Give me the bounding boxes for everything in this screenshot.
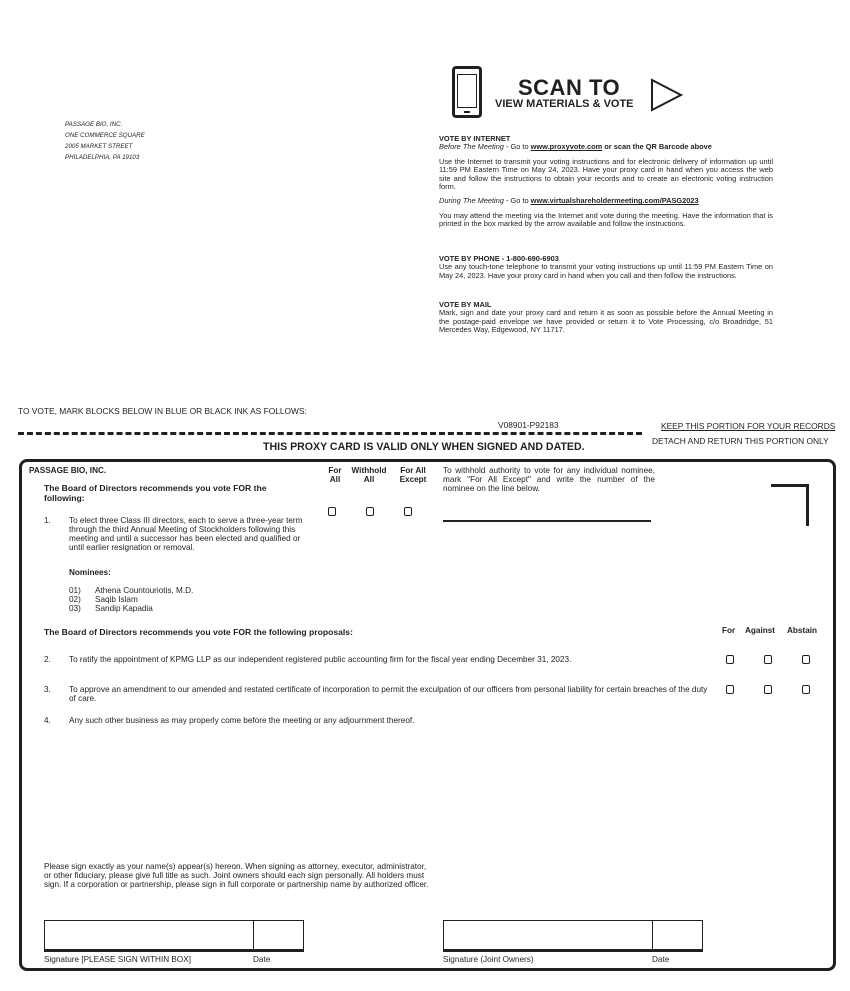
marking-instructions: TO VOTE, MARK BLOCKS BELOW IN BLUE OR BLACK INK AS FOLLOWS: [18,406,307,416]
nominee-name: Saqib Islam [95,595,138,604]
vote-by-internet-section [439,135,773,229]
item-3-number: 3. [44,685,51,694]
nominee-number: 01) [69,586,81,595]
col-forall-label: For All [400,466,426,475]
nominee-number: 03) [69,604,81,613]
board-recommendation-directors: The Board of Directors recommends you vote FOR the following: [44,483,267,503]
detach-line [18,432,642,435]
col2-against-label: Against [745,626,776,635]
internet-body: Use the Internet to transmit your voting instructions and for electronic delivery of information up until 11:59 PM Eastern Time on May 24, 2023. Have your proxy card in hand when you access the web site and follow the instructions to obtain your records and to create an electronic voting instruction form. [439,156,773,192]
company-name: PASSAGE BIO, INC. [29,466,107,475]
signing-instructions: Please sign exactly as your name(s) appear(s) hereon. When signing as attorney, executor, administrator, or other fiduciary, please give full title as such. Joint owners should each sign personally. All holders must sign. If a corporation or partnership, please sign in full corporate or partnership name by authorized officer. [44,862,429,889]
nominee-number: 02) [69,595,81,604]
mailing-address [65,119,145,163]
column-for-all-except [394,466,432,484]
item-2-number: 2. [44,655,51,664]
item-3-for-checkbox[interactable] [726,685,734,694]
date-label: Date [253,955,271,964]
before-mid: - Go to [503,142,531,152]
item-4-number: 4. [44,716,51,725]
joint-signature-box[interactable] [443,920,703,952]
signature-label: Signature [PLEASE SIGN WITHIN BOX] [44,955,191,964]
before-end: or scan the QR Barcode above [602,142,712,152]
withhold-all-checkbox[interactable] [366,507,374,516]
nominees-label: Nominees: [69,568,111,577]
keep-portion-text: KEEP THIS PORTION FOR YOUR RECORDS [661,421,836,431]
item-3-against-checkbox[interactable] [764,685,772,694]
during-meeting-label: During The Meeting [439,196,504,206]
col-withhold-all-label: All [363,475,375,484]
address-line: ONE COMMERCE SQUARE [65,132,145,139]
during-mid: - Go to [503,196,531,206]
before-meeting-line [439,143,773,151]
during-meeting-body: You may attend the meeting via the Internet and vote during the meeting. Have the information that is printed in the box marked by the arrow available and follow the instructions. [439,210,773,229]
col-except-label: Except [399,475,427,484]
before-meeting-label: Before The Meeting [439,142,504,152]
vote-by-mail-section [439,301,773,335]
smartphone-icon [452,66,482,118]
column-for-all [325,466,345,484]
item-1-text: To elect three Class III directors, each to serve a three-year term through the third Annual Meeting of Stockholders following this meeting and until a successor has been elected and qualified or until earlier resignation or removal. [69,516,303,552]
date-divider [253,921,254,949]
validity-notice: THIS PROXY CARD IS VALID ONLY WHEN SIGNED AND DATED. [263,441,585,453]
detach-portion-text: DETACH AND RETURN THIS PORTION ONLY [652,436,829,446]
internet-heading: VOTE BY INTERNET [439,134,511,143]
address-line: PASSAGE BIO, INC. [65,121,123,128]
phone-body: Use any touch-tone telephone to transmit your voting instructions up until 11:59 PM Eastern Time on May 24, 2023. Have your proxy card in hand when you call and then follow the instructions. [439,262,773,280]
mail-body: Mark, sign and date your proxy card and return it as soon as possible before the Annual Meeting in the postage-paid envelope we have provided or return it to Vote Processing, c/o Broadridge, 51 Mercedes Way, Edgewood, NY 11717. [439,308,773,335]
nominee-name: Sandip Kapadia [95,604,153,613]
joint-date-label: Date [652,955,670,964]
proxyvote-link[interactable]: www.proxyvote.com [530,142,603,152]
item-4-text: Any such other business as may properly come before the meeting or any adjournment thereof. [69,716,415,725]
board-recommendation-proposals: The Board of Directors recommends you vote FOR the following proposals: [44,627,353,637]
arrow-right-icon [650,78,684,112]
joint-signature-label: Signature (Joint Owners) [443,955,534,964]
nominee-row [69,586,329,595]
col-all-label: All [329,475,341,484]
item-3-text: To approve an amendment to our amended and restated certificate of incorporation to permit the exculpation of our officers from personal liability for certain breaches of the duty of care. [69,685,708,703]
column-withhold-all [346,466,392,484]
mail-heading: VOTE BY MAIL [439,300,492,309]
nominee-row [69,595,329,604]
control-number: V08901-P92183 [498,420,559,430]
item-2-for-checkbox[interactable] [726,655,734,664]
col-withhold-label: Withhold [351,466,387,475]
scan-subtitle: VIEW MATERIALS & VOTE [495,98,634,110]
corner-mark [771,484,809,526]
nominee-row [69,604,329,613]
item-2-abstain-checkbox[interactable] [802,655,810,664]
nominee-name: Athena Countouriotis, M.D. [95,586,194,595]
for-all-checkbox[interactable] [328,507,336,516]
col2-for-label: For [722,626,736,635]
nominee-number-line[interactable] [443,520,651,522]
vote-by-phone-section [439,255,773,280]
item-2-against-checkbox[interactable] [764,655,772,664]
item-3-abstain-checkbox[interactable] [802,685,810,694]
address-line: PHILADELPHIA, PA 19103 [65,154,140,161]
col-for-label: For [328,466,342,475]
item-1-number: 1. [44,516,51,525]
during-meeting-line [439,197,773,205]
nominee-list [69,586,329,613]
address-line: 2005 MARKET STREET [65,143,133,150]
item-2-text: To ratify the appointment of KPMG LLP as our independent registered public accounting firm for the fiscal year ending December 31, 2023. [69,655,572,664]
scan-title: SCAN TO [518,75,621,100]
phone-heading: VOTE BY PHONE - 1-800-690-6903 [439,254,559,263]
virtual-meeting-link[interactable]: www.virtualshareholdermeeting.com/PASG2023 [530,196,699,206]
signature-box[interactable] [44,920,304,952]
date-divider [652,921,653,949]
for-all-except-checkbox[interactable] [404,507,412,516]
withhold-instructions: To withhold authority to vote for any individual nominee, mark "For All Except" and write the number of the nominee on the line below. [443,466,655,493]
col2-abstain-label: Abstain [787,626,818,635]
